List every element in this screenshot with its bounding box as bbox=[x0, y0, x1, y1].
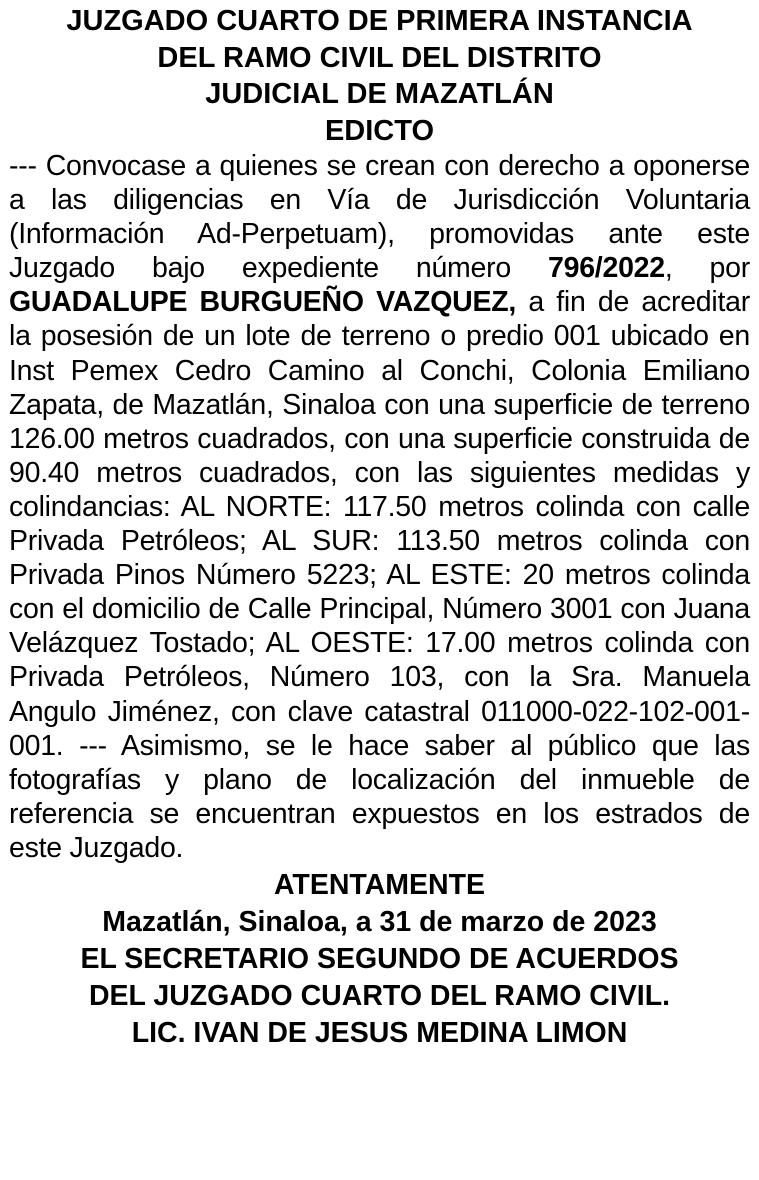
court-name-line-2: DEL RAMO CIVIL DEL DISTRITO bbox=[157, 41, 602, 74]
case-number: 796/2022 bbox=[548, 252, 665, 285]
promovente-name: GUADALUPE BURGUEÑO VAZQUEZ, bbox=[9, 286, 517, 319]
edict-body bbox=[9, 149, 750, 865]
document-type-title: EDICTO bbox=[324, 114, 435, 147]
court-name-line-1: JUZGADO CUARTO DE PRIMERA INSTANCIA bbox=[66, 5, 693, 37]
place-and-date: Mazatlán, Sinaloa, a 31 de marzo de 2023 bbox=[102, 905, 657, 938]
body-text-part-2: , por bbox=[664, 252, 750, 285]
signer-title-line-1: EL SECRETARIO SEGUNDO DE ACUERDOS bbox=[80, 942, 679, 975]
body-text-part-3: a fin de acreditar la posesión de un lote de terreno o predio 001 ubicado en Inst Pemex Cedro Camino al Conchi, Colonia Emiliano Zapata, de Mazatlán, Sinaloa con una superficie de terreno 126.00 metros cuadrados, con una superficie construida de 90.40 metros cuadrados, con las siguientes medidas y colindancias: AL NORTE: 117.50 metros colinda con calle Privada Petróleos; AL SUR: 113.50 metros colinda con Privada Pinos Número 5223; AL ESTE: 20 metros colinda con el domicilio de Calle Principal, Número 3001 con Juana Velázquez Tostado; AL OESTE: 17.00 metros colinda con Privada Petróleos, Número 103, con la Sra. Manuela Angulo Jiménez, con clave catastral 011000-022-102-001-001. --- Asimismo, se le hace saber al público que las fotografías y plano de localización del inmueble de referencia se encuentran expuestos en los estrados de este Juzgado. bbox=[9, 286, 750, 864]
court-name-line-3: JUDICIAL DE MAZATLÁN bbox=[205, 78, 554, 110]
edict-footer bbox=[9, 867, 750, 1052]
body-text-part-1: --- Convocase a quienes se crean con derecho a oponerse a las diligencias en Vía de Jurisdicción Voluntaria (Información Ad-Perpetuam), promovidas ante este Juzgado bajo expediente número bbox=[9, 150, 750, 285]
edict-header bbox=[9, 3, 750, 149]
closing-word: ATENTAMENTE bbox=[273, 868, 486, 901]
signer-name: LIC. IVAN DE JESUS MEDINA LIMON bbox=[131, 1016, 628, 1049]
signer-title-line-2: DEL JUZGADO CUARTO DEL RAMO CIVIL. bbox=[88, 979, 671, 1012]
